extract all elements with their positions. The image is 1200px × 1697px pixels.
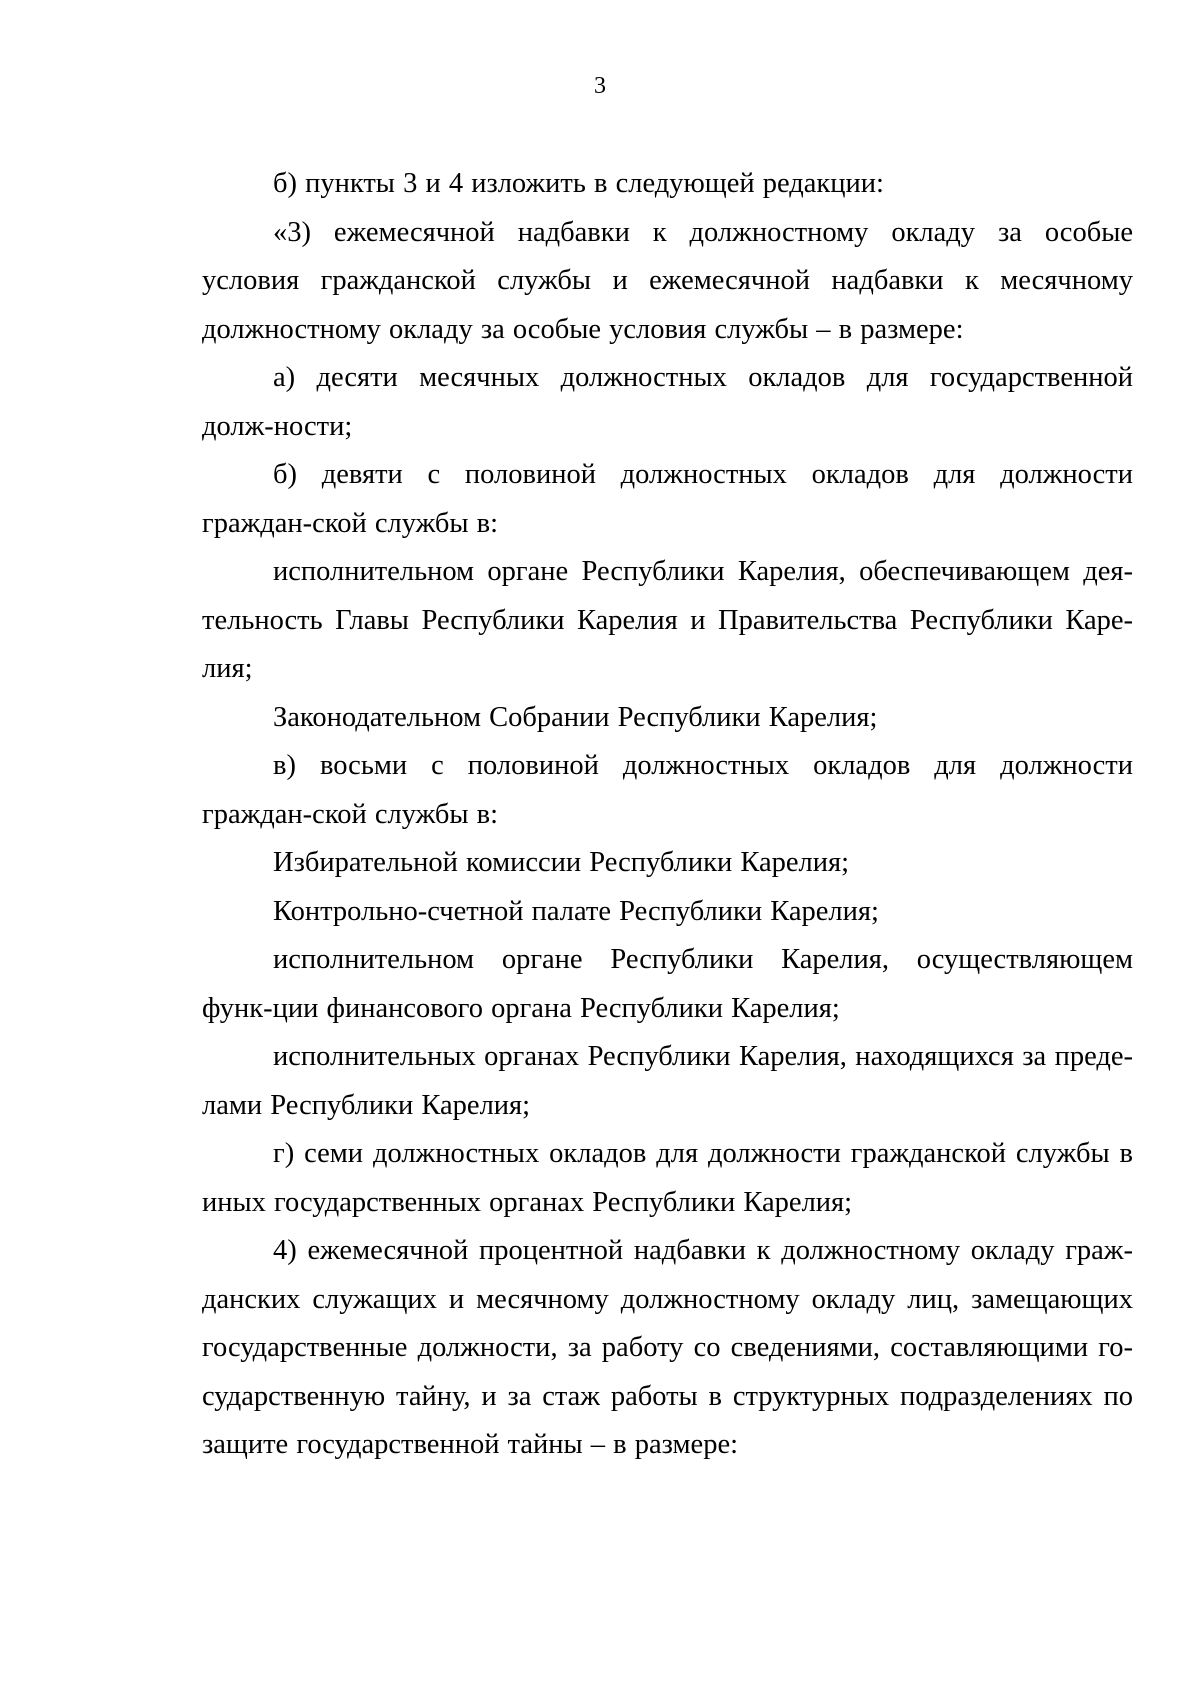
paragraph-item-4: 4) ежемесячной процентной надбавки к должностному окладу граж-данских служащих и месячному должностному окладу лиц, замещающих государственные должности, за работу со сведениями, составляющими го-сударственную тайну, и за стаж работы в структурных подразделениях по защите государственной тайны – в размере:	[202, 1235, 1133, 1460]
paragraph-item-3-a: а) десяти месячных должностных окладов для государственной долж-ности;	[202, 362, 1133, 442]
paragraph-b-items-3-4: б) пункты 3 и 4 изложить в следующей редакции:	[273, 168, 884, 199]
paragraph-item-3-b-legislative-assembly: Законодательном Собрании Республики Карелия;	[273, 701, 878, 733]
document-body	[202, 160, 1133, 1470]
paragraph-item-3-v-outside-bodies: исполнительных органах Республики Карелия, находящихся за преде-лами Республики Карелия;	[202, 1041, 1133, 1121]
page-number: 3	[594, 73, 606, 99]
paragraph-item-3-v-election-commission: Избирательной комиссии Республики Карелия;	[273, 847, 850, 878]
paragraph-item-3-g: г) семи должностных окладов для должности гражданской службы в иных государственных органах Республики Карелия;	[202, 1138, 1133, 1218]
paragraph-item-3-v-financial-body: исполнительном органе Республики Карелия, осуществляющем функ-ции финансового органа Республики Карелия;	[202, 944, 1133, 1024]
paragraph-item-3-b-executive-body: исполнительном органе Республики Карелия, обеспечивающем дея-тельность Главы Республики Карелия и Правительства Республики Каре-лия;	[202, 556, 1133, 684]
paragraph-item-3-b: б) девяти с половиной должностных окладов для должности граждан-ской службы в:	[202, 459, 1133, 539]
paragraph-item-3-v-audit-chamber: Контрольно-счетной палате Республики Карелия;	[273, 895, 879, 927]
paragraph-item-3: «3) ежемесячной надбавки к должностному окладу за особые условия гражданской службы и ежемесячной надбавки к месячному должностному окладу за особые условия службы – в размере:	[202, 216, 1133, 345]
paragraph-item-3-v: в) восьми с половиной должностных окладов для должности граждан-ской службы в:	[202, 750, 1133, 830]
